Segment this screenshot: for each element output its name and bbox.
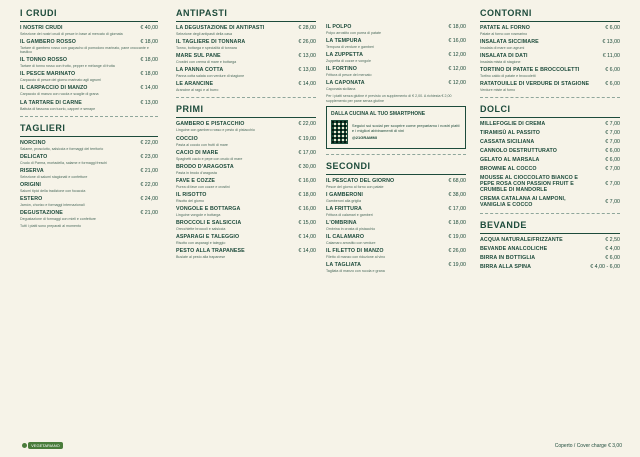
item-name: LA TARTARE DI CARNE xyxy=(20,99,82,106)
item-name: NORCINO xyxy=(20,139,46,146)
item-price: € 14,00 xyxy=(298,234,316,241)
item-desc: Pasta in brodo d'aragosta xyxy=(176,170,217,175)
section-title-crudi: I CRUDI xyxy=(20,8,57,18)
menu-item xyxy=(480,121,620,127)
item-desc: Battuta di fassona con tuorlo, capperi e senape xyxy=(20,106,96,111)
item-price: € 7,00 xyxy=(605,139,620,146)
item-price: € 14,00 xyxy=(298,248,316,255)
menu-item xyxy=(20,210,158,221)
gluten-free-note: Per i piatti senza glutine è previsto un supplemento di € 2,00. A richiesta € 2,00 supplemento per pane senza glutine xyxy=(326,94,452,103)
menu-item xyxy=(480,255,620,261)
item-price: € 28,00 xyxy=(298,25,316,31)
item-name: DEGUSTAZIONE xyxy=(20,210,63,217)
item-desc: Risotto del giorno xyxy=(176,198,204,203)
item-price: € 22,00 xyxy=(140,139,158,146)
item-desc: Frittura di calamari e gamberi xyxy=(326,212,373,217)
item-desc: Salumi tipici della tradizione con focaccia xyxy=(20,188,86,193)
item-name: FAVE E COZZE xyxy=(176,177,216,184)
item-price: € 26,00 xyxy=(448,248,466,255)
divider xyxy=(176,117,316,118)
item-name: IL PESCATO DEL GIORNO xyxy=(326,177,395,184)
menu-item xyxy=(20,182,158,193)
divider xyxy=(480,213,620,215)
item-price: € 26,00 xyxy=(298,39,316,46)
menu-item xyxy=(176,67,316,78)
column-contorni-dolci-bevande xyxy=(480,8,620,273)
item-name: IL CALAMARO xyxy=(326,234,365,241)
item-name: CASSATA SICILIANA xyxy=(480,139,535,146)
item-price: € 18,00 xyxy=(448,219,466,226)
menu-item xyxy=(20,57,158,68)
divider xyxy=(20,136,158,137)
item-name: VONGOLE E BOTTARGA xyxy=(176,206,241,213)
legend xyxy=(20,442,63,449)
section-title-bevande: BEVANDE xyxy=(480,220,527,231)
social-box xyxy=(326,106,466,149)
item-price: € 11,00 xyxy=(602,53,620,60)
item-desc: Purea di fave con cozze e crostini xyxy=(176,184,230,189)
item-desc: Risotto con asparagi e taleggio xyxy=(176,241,226,246)
taglieri-list xyxy=(20,140,158,222)
item-desc: Pasta al coccio con frutti di mare xyxy=(176,142,228,147)
divider xyxy=(326,174,466,175)
item-name: BIRRA IN BOTTIGLIA xyxy=(480,255,536,262)
menu-item xyxy=(176,220,316,231)
item-name: IL TONNO ROSSO xyxy=(20,57,68,64)
item-desc: Crudo di Parma, mortadella, salame e formaggi freschi xyxy=(20,160,108,165)
item-name: BROWNIE AL COCCO xyxy=(480,166,537,173)
menu-item xyxy=(176,178,316,189)
item-name: PESTO ALLA TRAPANESE xyxy=(176,248,245,255)
menu-item xyxy=(176,53,316,64)
menu-item xyxy=(176,39,316,50)
item-name: BRODO D'ARAGOSTA xyxy=(176,163,234,170)
item-price: € 14,00 xyxy=(298,81,316,88)
item-price: € 18,00 xyxy=(140,57,158,64)
item-price: € 17,00 xyxy=(448,205,466,212)
item-name: IL GAMBERO ROSSO xyxy=(20,39,76,46)
item-price: € 12,00 xyxy=(448,66,466,73)
item-desc: Insalata di mare con agrumi xyxy=(480,46,525,51)
menu-item xyxy=(326,192,466,203)
item-name: PATATE AL FORNO xyxy=(480,25,530,31)
item-desc: Salame, prosciutto, salsiccia e formaggi del territorio xyxy=(20,146,104,151)
item-price: € 17,00 xyxy=(298,149,316,156)
menu-item xyxy=(480,25,620,36)
item-name: I GAMBERONI xyxy=(326,191,364,198)
menu-item xyxy=(326,248,466,259)
item-name: LA DEGUSTAZIONE DI ANTIPASTI xyxy=(176,25,265,31)
divider xyxy=(480,233,620,234)
mid-list xyxy=(326,24,466,91)
item-price: € 4,00 xyxy=(605,246,620,253)
item-desc: Tartare di gambero rosso con gazpacho di pomodoro marinato, pane croccante e basilico xyxy=(20,46,149,55)
item-price: € 19,00 xyxy=(298,135,316,142)
menu-item xyxy=(176,248,316,259)
item-name: TIRAMISÙ AL PASSITO xyxy=(480,130,540,137)
item-price: € 19,00 xyxy=(448,234,466,241)
item-name: BIRRA ALLA SPINA xyxy=(480,264,532,271)
item-price: € 23,00 xyxy=(140,153,158,160)
item-name: IL FORTINO xyxy=(326,66,357,73)
item-name: MOUSSE AL CIOCCOLATO BIANCO E PEPE ROSA CON PASSION FRUIT E CRUMBLE DI MANDORLE xyxy=(480,175,579,194)
menu-item xyxy=(480,139,620,145)
menu-item xyxy=(326,80,466,91)
item-price: € 6,00 xyxy=(605,157,620,164)
item-name: GAMBERO E PISTACCHIO xyxy=(176,121,245,128)
item-price: € 6,00 xyxy=(605,25,620,31)
item-price: € 12,00 xyxy=(448,52,466,59)
item-desc: Filetto di manzo con riduzione al vino xyxy=(326,255,386,260)
item-name: DELICATO xyxy=(20,153,48,160)
item-name: ORIGINI xyxy=(20,181,42,188)
social-title: DALLA CUCINA AL TUO SMARTPHONE xyxy=(331,110,426,117)
legend-label: VEGETARIANO xyxy=(28,442,63,449)
antipasti-list xyxy=(176,25,316,92)
item-desc: Jamón, chorizo e formaggi internazionali xyxy=(20,203,85,208)
item-price: € 6,00 xyxy=(605,148,620,155)
item-name: LA ZUPPETTA xyxy=(326,52,363,59)
menu-item xyxy=(480,166,620,172)
item-price: € 2,50 xyxy=(605,237,620,244)
menu-item xyxy=(176,121,316,132)
item-price: € 12,00 xyxy=(448,80,466,87)
menu-item xyxy=(480,196,620,208)
menu-item xyxy=(480,264,620,270)
item-price: € 21,00 xyxy=(140,210,158,217)
menu-item xyxy=(326,38,466,49)
item-desc: Crostini con crema di mare e bottarga xyxy=(176,60,237,65)
menu-item xyxy=(176,192,316,203)
menu-item xyxy=(176,150,316,161)
item-desc: Panna cotta salata con verdure di stagione xyxy=(176,74,245,79)
item-name: IL FILETTO DI MANZO xyxy=(326,248,384,255)
item-desc: Arancine al ragù e al burro xyxy=(176,88,219,93)
menu-item xyxy=(20,168,158,179)
menu-item xyxy=(326,220,466,231)
item-price: € 13,00 xyxy=(602,39,620,46)
item-price: € 22,00 xyxy=(140,181,158,188)
column-crudi-taglieri xyxy=(20,8,158,228)
item-desc: Ombrina in crosta di pistacchio xyxy=(326,226,376,231)
item-name: L'OMBRINA xyxy=(326,219,357,226)
item-price: € 4,00 - 6,00 xyxy=(590,264,620,271)
item-price: € 22,00 xyxy=(298,121,316,128)
section-title-taglieri: TAGLIERI xyxy=(20,122,66,133)
item-price: € 7,00 xyxy=(605,130,620,137)
section-title-antipasti: ANTIPASTI xyxy=(176,8,228,18)
item-desc: Degustazione di formaggi con mieli e confetture xyxy=(20,217,96,222)
menu-item xyxy=(20,85,158,96)
item-name: MARE SUL PANE xyxy=(176,53,221,60)
menu-item xyxy=(326,262,466,273)
qr-code-icon[interactable] xyxy=(331,120,348,144)
leaf-icon xyxy=(22,443,27,448)
item-desc: Carpaccio di manzo con rucola e scaglie di grana xyxy=(20,92,99,97)
item-price: € 16,00 xyxy=(448,38,466,45)
item-name: LA PANNA COTTA xyxy=(176,67,224,74)
divider xyxy=(480,97,620,99)
item-name: LA TEMPURA xyxy=(326,38,362,45)
menu-item xyxy=(176,234,316,245)
item-desc: Tempura di verdure e gamberi xyxy=(326,45,374,50)
crudi-list xyxy=(20,25,158,111)
item-desc: Selezione di salumi stagionati e confetture xyxy=(20,174,88,179)
item-price: € 14,00 xyxy=(140,85,158,92)
menu-item xyxy=(480,39,620,50)
taglieri-note: Tutti i piatti sono preparati al momento xyxy=(20,224,81,229)
menu-item xyxy=(480,148,620,154)
section-title-dolci: DOLCI xyxy=(480,104,511,115)
menu-item xyxy=(480,175,620,193)
item-name: INSALATA DI DATI xyxy=(480,53,528,60)
item-name: ESTERO xyxy=(20,196,43,203)
item-name: ASPARAGI E TALEGGIO xyxy=(176,234,240,241)
item-name: GELATO AL MARSALA xyxy=(480,157,540,164)
item-name: RISERVA xyxy=(20,167,44,174)
item-name: BEVANDE ANALCOLICHE xyxy=(480,246,548,253)
item-desc: Patate al forno con rosmarino xyxy=(480,32,528,36)
divider xyxy=(326,154,466,156)
item-desc: Calamaro arrostito con verdure xyxy=(326,241,376,246)
item-name: COCCIO xyxy=(176,135,198,142)
item-name: IL RISOTTO xyxy=(176,191,207,198)
item-price: € 18,00 xyxy=(298,191,316,198)
item-desc: Tagliata di manzo con rucola e grana xyxy=(326,269,385,274)
item-name: CREMA CATALANA AI LAMPONI, VANIGLIA E COCCO xyxy=(480,196,566,209)
item-name: I NOSTRI CRUDI xyxy=(20,25,63,31)
item-desc: Tortino caldo di patate e broccoletti xyxy=(480,74,536,79)
item-name: BROCCOLI E SALSICCIA xyxy=(176,220,242,227)
item-desc: Selezione degli antipasti della casa xyxy=(176,32,232,36)
item-price: € 7,00 xyxy=(605,181,620,188)
menu-item xyxy=(326,234,466,245)
item-price: € 18,00 xyxy=(140,39,158,46)
item-desc: Pesce del giorno al forno con patate xyxy=(326,184,384,189)
menu-item xyxy=(20,196,158,207)
item-name: LA CAPONATA xyxy=(326,80,365,87)
menu-item xyxy=(20,25,158,36)
menu-item xyxy=(20,140,158,151)
item-desc: Orecchiette broccoli e salsiccia xyxy=(176,227,226,232)
primi-list xyxy=(176,121,316,259)
item-desc: Frittura di pesce del mercato xyxy=(326,73,372,78)
item-desc: Carpaccio di pesce del giorno marinato agli agrumi xyxy=(20,78,101,83)
item-price: € 6,00 xyxy=(605,255,620,262)
social-text: Seguici sui social per scoprire come prepariamo i nostri piatti e i migliori abbinamenti di vini xyxy=(351,123,460,134)
item-price: € 15,00 xyxy=(298,220,316,227)
item-desc: Tartare di tonno rosso con frutto, pepper e mélange di frutta xyxy=(20,64,115,69)
item-name: TORTINO DI PATATE E BROCCOLETTI xyxy=(480,67,580,74)
secondi-list xyxy=(326,178,466,274)
item-desc: Linguine con gambero rosso e pesto di pistacchio xyxy=(176,128,255,133)
column-antipasti-primi xyxy=(176,8,316,262)
bevande-list xyxy=(480,237,620,270)
item-price: € 7,00 xyxy=(605,199,620,206)
menu-item xyxy=(176,81,316,92)
item-price: € 30,00 xyxy=(298,163,316,170)
menu-item xyxy=(480,237,620,243)
dolci-list xyxy=(480,121,620,208)
item-name: MILLEFOGLIE DI CREMA xyxy=(480,121,546,128)
item-price: € 40,00 xyxy=(140,25,158,31)
item-price: € 18,00 xyxy=(448,24,466,30)
item-name: IL POLPO xyxy=(326,24,352,30)
item-name: CACIO DI MARE xyxy=(176,149,219,156)
item-desc: Busiate al pesto alla trapanese xyxy=(176,255,226,260)
item-desc: Insalata mista di stagione xyxy=(480,60,521,65)
menu-item xyxy=(176,206,316,217)
menu-item xyxy=(326,52,466,63)
cover-charge: Coperto / Cover charge € 3,00 xyxy=(554,443,622,449)
menu-item xyxy=(20,71,158,82)
item-price: € 6,00 xyxy=(605,81,620,88)
item-price: € 19,00 xyxy=(448,262,466,269)
item-name: LE ARANCINE xyxy=(176,81,214,88)
menu-item xyxy=(20,154,158,165)
item-name: IL TAGLIERE DI TONNARA xyxy=(176,39,246,46)
menu-item xyxy=(326,178,466,189)
item-price: € 16,00 xyxy=(298,206,316,213)
menu-item xyxy=(480,157,620,163)
section-title-secondi: SECONDI xyxy=(326,160,371,171)
item-desc: Gamberoni alla griglia xyxy=(326,198,361,203)
item-price: € 18,00 xyxy=(140,71,158,78)
menu-item xyxy=(480,53,620,64)
item-desc: Zuppetta di cozze e vongole xyxy=(326,59,371,64)
divider xyxy=(480,21,620,22)
menu-item xyxy=(326,24,466,35)
item-price: € 38,00 xyxy=(448,191,466,198)
contorni-list xyxy=(480,25,620,92)
menu-item xyxy=(176,136,316,147)
item-price: € 7,00 xyxy=(605,166,620,173)
divider xyxy=(176,97,316,99)
menu-item xyxy=(480,81,620,92)
item-name: INSALATA SICCIMARE xyxy=(480,39,539,46)
item-price: € 6,00 xyxy=(605,67,620,74)
menu-item xyxy=(480,246,620,252)
menu-item xyxy=(480,130,620,136)
item-name: IL CARPACCIO DI MANZO xyxy=(20,85,88,92)
menu-item xyxy=(176,164,316,175)
item-price: € 13,00 xyxy=(140,99,158,106)
menu-item xyxy=(326,66,466,77)
item-desc: Verdure miste al forno xyxy=(480,88,516,93)
divider xyxy=(20,116,158,118)
section-title-contorni: CONTORNI xyxy=(480,8,532,18)
divider xyxy=(176,21,316,22)
item-desc: Selezione dei nostri crudi di pesce in base al mercato di giornata xyxy=(20,32,123,36)
item-desc: Polpo arrostito con purea di patate xyxy=(326,31,381,35)
menu-item xyxy=(20,100,158,111)
item-price: € 68,00 xyxy=(448,177,466,184)
item-desc: Tonno, bottarga e specialità di tonnara xyxy=(176,46,237,51)
item-desc: Spaghetti cacio e pepe con crudo di mare xyxy=(176,156,243,161)
item-desc: Caponata siciliana xyxy=(326,87,356,92)
menu-item xyxy=(326,206,466,217)
menu-item xyxy=(480,67,620,78)
item-price: € 13,00 xyxy=(298,53,316,60)
item-desc: Linguine vongole e bottarga xyxy=(176,213,221,218)
item-name: ACQUA NATURALE/FRIZZANTE xyxy=(480,237,563,244)
item-price: € 16,00 xyxy=(298,177,316,184)
item-price: € 24,00 xyxy=(140,196,158,203)
menu-item xyxy=(20,39,158,54)
menu-item xyxy=(176,25,316,36)
item-price: € 13,00 xyxy=(298,67,316,74)
social-handle[interactable]: @21GRAMMI xyxy=(351,135,377,141)
divider xyxy=(20,21,158,22)
column-mid-secondi xyxy=(326,8,466,276)
item-name: LA FRITTURA xyxy=(326,205,362,212)
item-name: IL PESCE MARINATO xyxy=(20,71,76,78)
item-name: CANNOLO DESTRUTTURATO xyxy=(480,148,557,155)
item-name: LA TAGLIATA xyxy=(326,262,362,269)
divider xyxy=(480,117,620,118)
item-price: € 7,00 xyxy=(605,121,620,128)
item-name: RATATOUILLE DI VERDURE DI STAGIONE xyxy=(480,81,590,88)
section-title-primi: PRIMI xyxy=(176,104,204,115)
item-price: € 21,00 xyxy=(140,167,158,174)
